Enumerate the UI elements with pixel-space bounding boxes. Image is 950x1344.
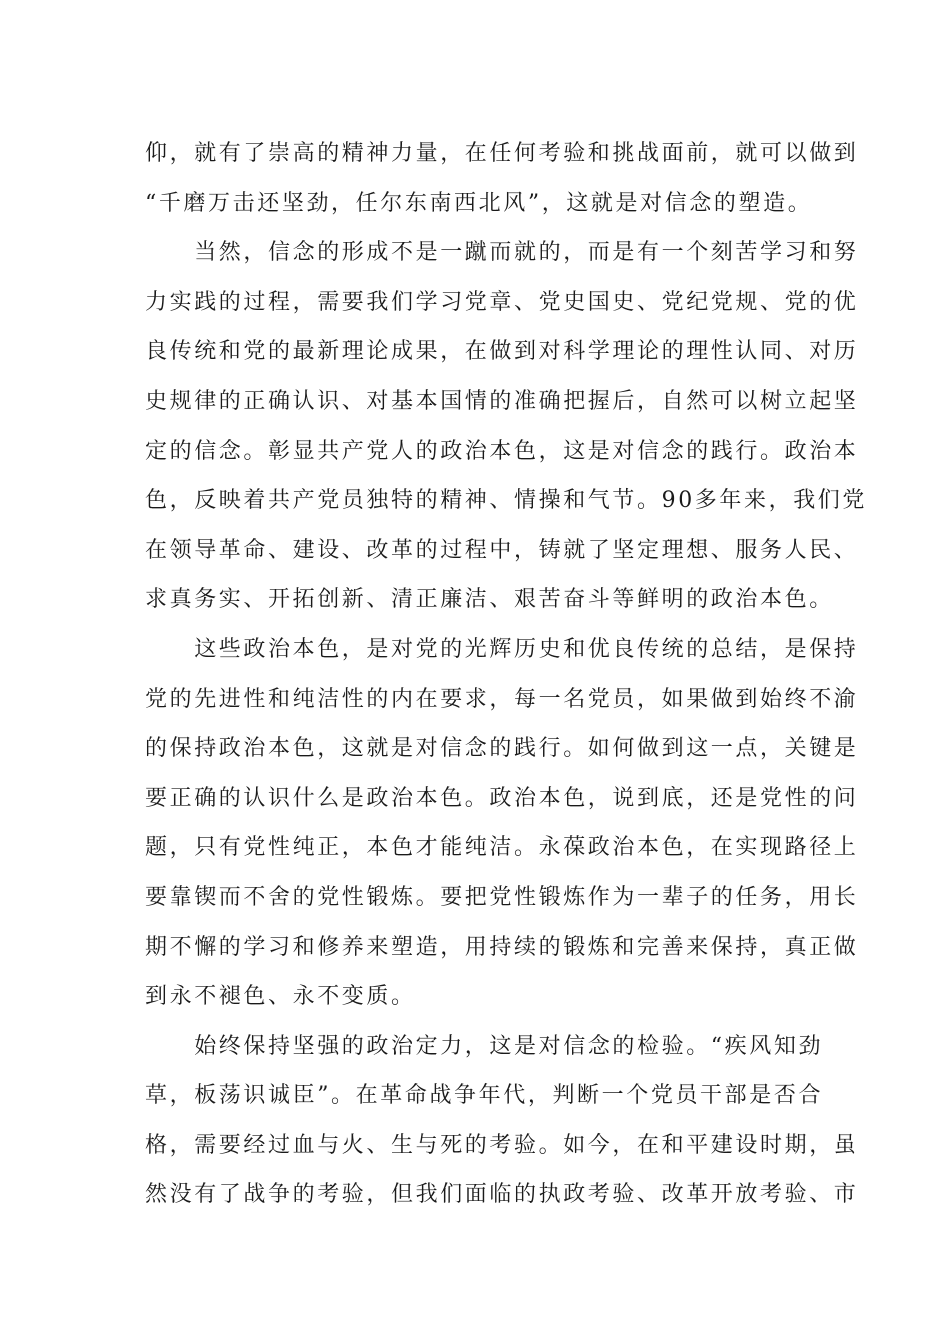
text-line: 到永不褪色、永不变质。 [145,984,416,1010]
text-line: 草，板荡识诚臣”。在革命战争年代，判断一个党员干部是否合 [145,1083,824,1109]
text-line: 在领导革命、建设、改革的过程中，铸就了坚定理想、服务人民、 [145,537,859,563]
text-line: 期不懈的学习和修养来塑造，用持续的锻炼和完善来保持，真正做 [145,934,859,960]
text-line: 史规律的正确认识、对基本国情的准确把握后，自然可以树立起坚 [145,388,859,414]
text-line: 然没有了战争的考验，但我们面临的执政考验、改革开放考验、市 [145,1182,859,1208]
text-line: 要靠锲而不舍的党性锻炼。要把党性锻炼作为一辈子的任务，用长 [145,884,859,910]
text-line: 定的信念。彰显共产党人的政治本色，这是对信念的践行。政治本 [145,438,859,464]
text-line: 当然，信念的形成不是一蹴而就的，而是有一个刻苦学习和努 [145,240,859,266]
text-line: 党的先进性和纯洁性的内在要求，每一名党员，如果做到始终不渝 [145,686,859,712]
body-text [145,129,867,1220]
text-line: 这些政治本色，是对党的光辉历史和优良传统的总结，是保持 [145,636,859,662]
text-line: 力实践的过程，需要我们学习党章、党史国史、党纪党规、党的优 [145,289,859,315]
text-line: 的保持政治本色，这就是对信念的践行。如何做到这一点，关键是 [145,736,859,762]
text-line: 良传统和党的最新理论成果，在做到对科学理论的理性认同、对历 [145,339,859,365]
text-line: 求真务实、开拓创新、清正廉洁、艰苦奋斗等鲜明的政治本色。 [145,587,834,613]
text-line: 色，反映着共产党员独特的精神、情操和气节。90多年来，我们党 [145,488,867,514]
text-line: 格，需要经过血与火、生与死的考验。如今，在和平建设时期，虽 [145,1132,859,1158]
text-line: 题，只有党性纯正，本色才能纯洁。永葆政治本色，在实现路径上 [145,835,859,861]
text-line: 始终保持坚强的政治定力，这是对信念的检验。“疾风知劲 [145,1033,824,1059]
text-line: “千磨万击还坚劲，任尔东南西北风”，这就是对信念的塑造。 [145,190,813,216]
text-line: 仰，就有了崇高的精神力量，在任何考验和挑战面前，就可以做到 [145,141,859,166]
text-line: 要正确的认识什么是政治本色。政治本色，说到底，还是党性的问 [145,785,859,811]
